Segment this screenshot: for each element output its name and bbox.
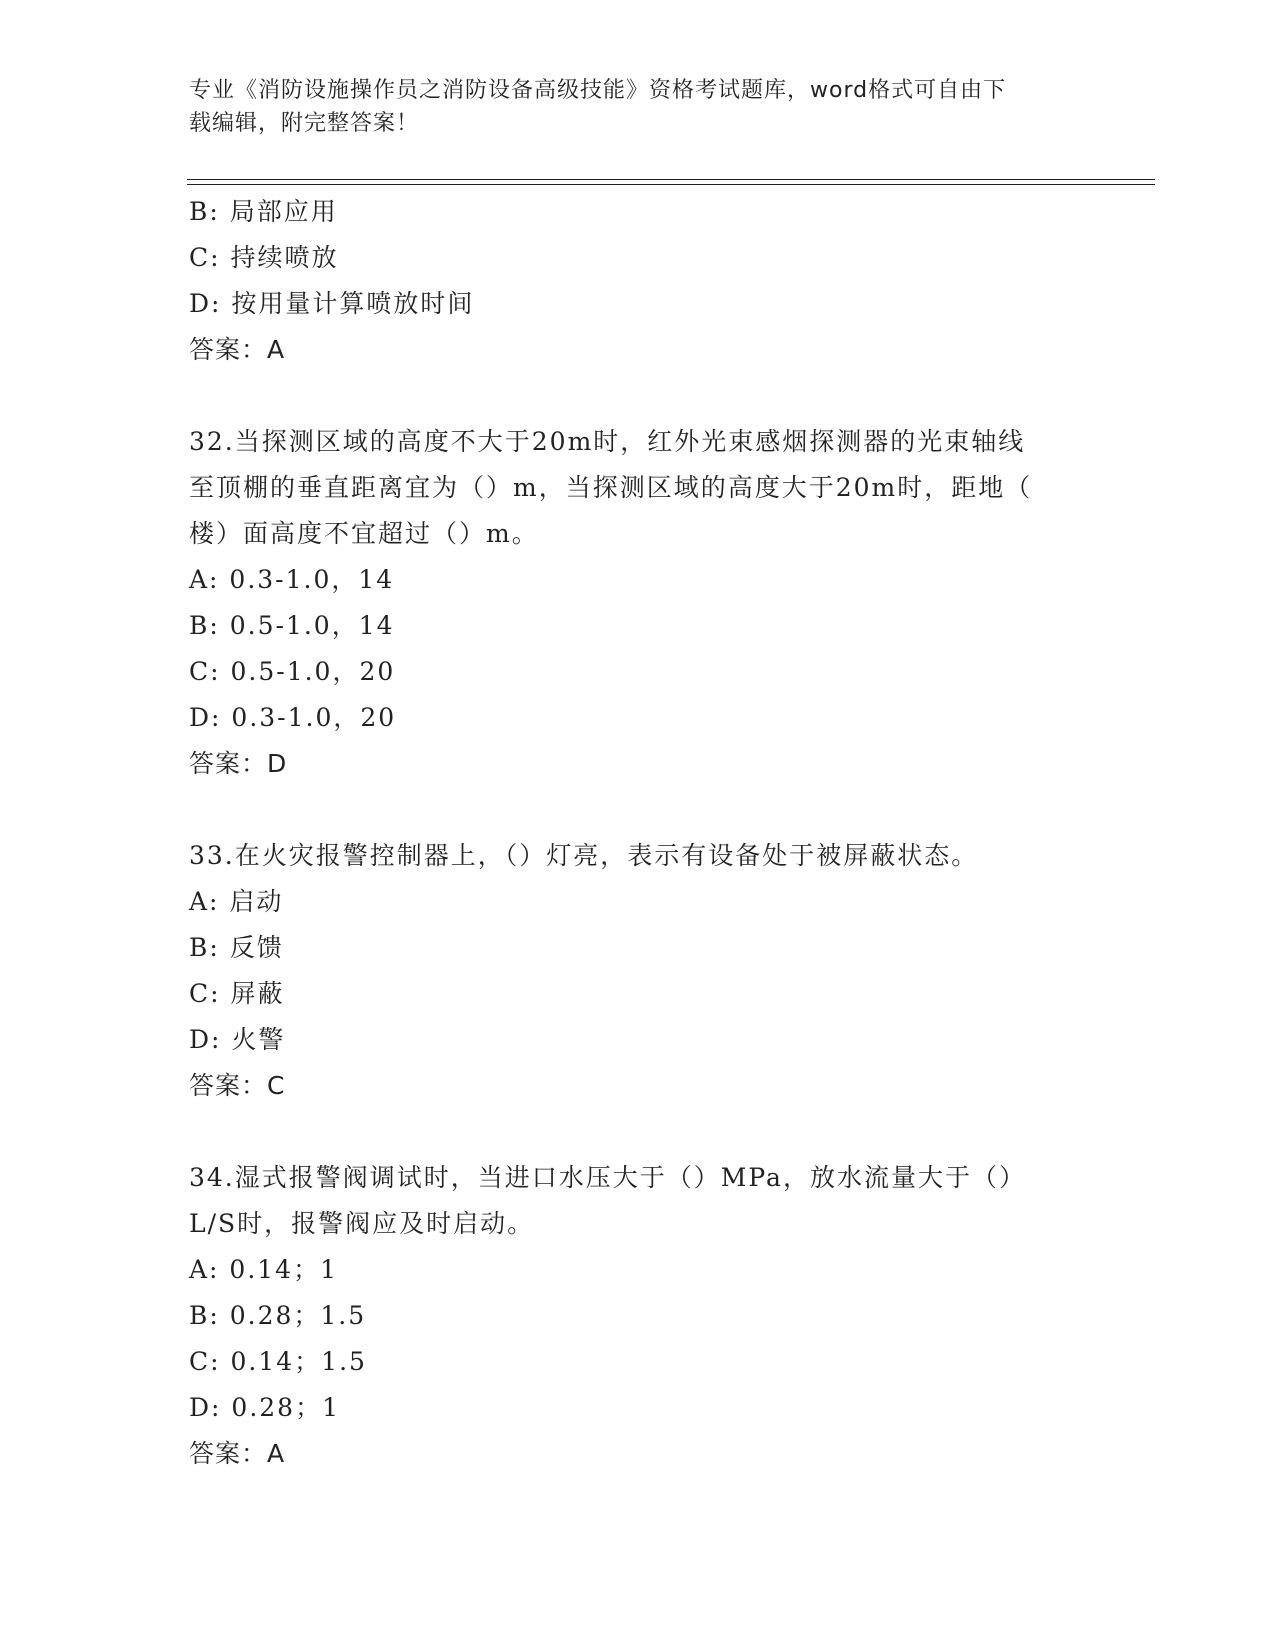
document-header xyxy=(189,74,1069,140)
question-stem-line: 34.湿式报警阀调试时，当进口水压大于（）MPa，放水流量大于（） xyxy=(189,1163,1026,1192)
spacer xyxy=(189,373,1089,419)
answer-line: 答案：A xyxy=(189,1439,286,1468)
option-c: C: 0.5-1.0，20 xyxy=(189,657,396,686)
option-d: D: 0.3-1.0，20 xyxy=(189,703,397,732)
option-b: B: 0.5-1.0，14 xyxy=(189,611,395,640)
option-a: A: 0.14；1 xyxy=(189,1255,338,1284)
answer-line: 答案：A xyxy=(189,335,286,364)
header-divider-top xyxy=(187,179,1155,180)
spacer xyxy=(189,787,1089,833)
header-line-2: 载编辑，附完整答案！ xyxy=(189,111,420,136)
question-stem-line: L/S时，报警阀应及时启动。 xyxy=(189,1209,535,1238)
option-c: C: 屏蔽 xyxy=(189,979,285,1008)
option-b: B: 0.28；1.5 xyxy=(189,1301,367,1330)
question-stem-line: 至顶棚的垂直距离宜为（）m，当探测区域的高度大于20m时，距地（ xyxy=(189,473,1033,502)
option-a: A: 0.3-1.0，14 xyxy=(189,565,395,594)
question-list xyxy=(189,189,1089,1477)
option-b: B: 反馈 xyxy=(189,933,284,962)
option-d: D: 火警 xyxy=(189,1025,286,1054)
header-line-1: 专业《消防设施操作员之消防设备高级技能》资格考试题库，word格式可自由下 xyxy=(189,78,1007,103)
spacer xyxy=(189,1109,1089,1155)
answer-line: 答案：C xyxy=(189,1071,286,1100)
option-c: C: 0.14；1.5 xyxy=(189,1347,367,1376)
answer-line: 答案：D xyxy=(189,749,288,778)
question-stem-line: 33.在火灾报警控制器上，（）灯亮，表示有设备处于被屏蔽状态。 xyxy=(189,841,979,870)
header-divider-bottom xyxy=(187,184,1155,185)
option-b: B: 局部应用 xyxy=(189,197,338,226)
question-32 xyxy=(189,419,1089,787)
option-c: C: 持续喷放 xyxy=(189,243,339,272)
option-d: D: 0.28；1 xyxy=(189,1393,340,1422)
question-stem-line: 楼）面高度不宜超过（）m。 xyxy=(189,519,539,548)
option-d: D: 按用量计算喷放时间 xyxy=(189,289,475,318)
option-a: A: 启动 xyxy=(189,887,284,916)
prev-question-tail xyxy=(189,189,1089,373)
question-34 xyxy=(189,1155,1089,1477)
question-33 xyxy=(189,833,1089,1109)
question-stem-line: 32.当探测区域的高度不大于20m时，红外光束感烟探测器的光束轴线 xyxy=(189,427,1026,456)
